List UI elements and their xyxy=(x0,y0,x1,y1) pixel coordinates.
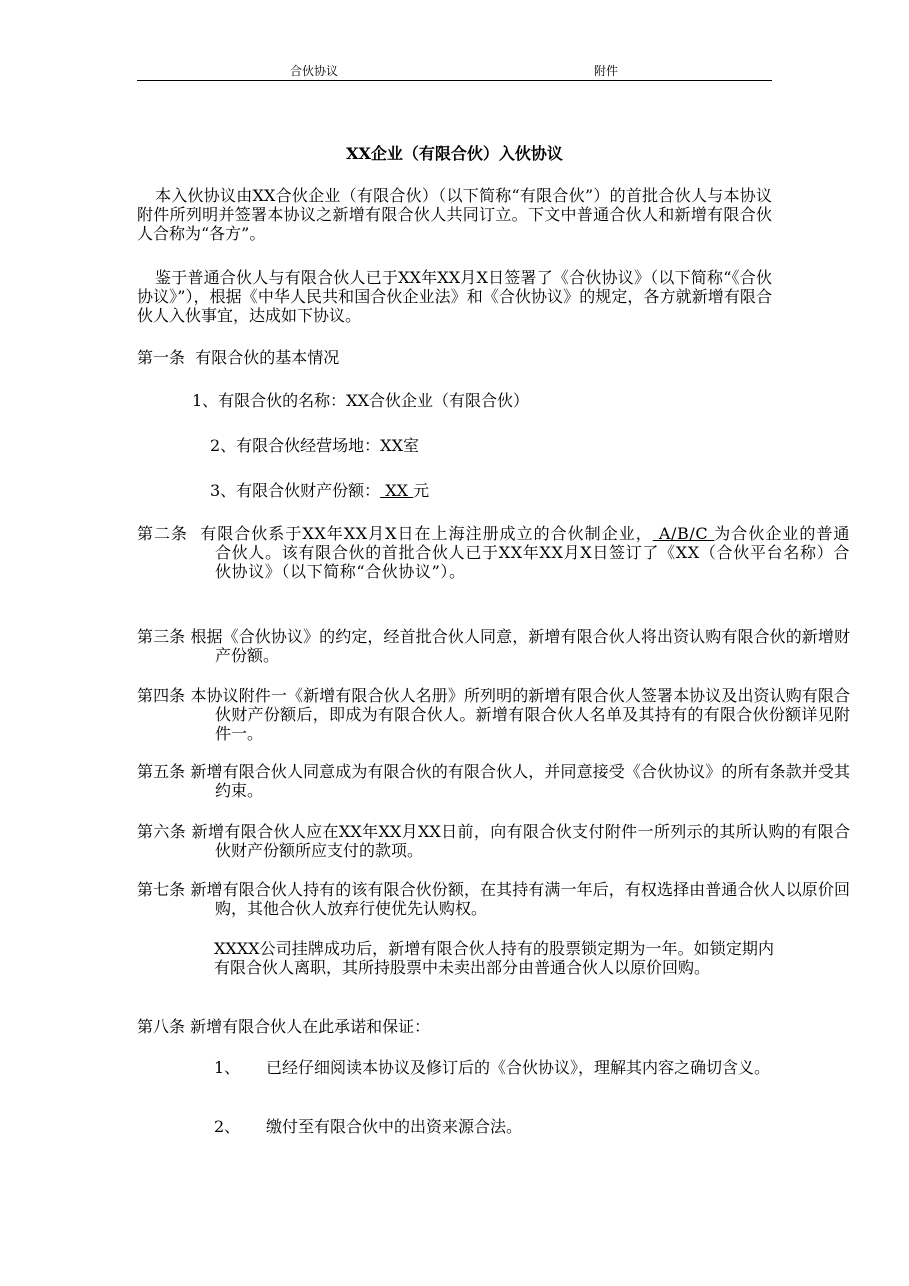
article-7-text: 新增有限合伙人持有的该有限合伙份额，在其持有满一年后，有权选择由普通合伙人以原价回购，其他合伙人放弃行使优先认购权。 xyxy=(190,880,850,918)
article-2-label: 第二条 xyxy=(137,524,189,543)
article-6-text: 新增有限合伙人应在XX年XX月XX日前，向有限合伙支付附件一所列示的其所认购的有限合伙财产份额所应支付的款项。 xyxy=(191,822,850,860)
article-8-pledge-2-number: 2、 xyxy=(214,1117,241,1136)
article-3 xyxy=(137,627,850,665)
header-rule xyxy=(137,80,772,81)
article-5 xyxy=(137,762,850,800)
article-6 xyxy=(137,822,850,860)
article-8-text: 新增有限合伙人在此承诺和保证： xyxy=(190,1017,431,1036)
article-7 xyxy=(137,880,850,918)
article-4-text: 本协议附件一《新增有限合伙人名册》所列明的新增有限合伙人签署本协议及出资认购有限合伙财产份额后，即成为有限合伙人。新增有限合伙人名单及其持有的有限合伙份额详见附件一。 xyxy=(190,686,850,743)
article-5-label: 第五条 xyxy=(137,762,186,781)
article-1-text: 有限合伙的基本情况 xyxy=(195,348,340,367)
header-left-text: 合伙协议 xyxy=(290,64,339,78)
intro-paragraph-1: 本入伙协议由XX合伙企业（有限合伙）（以下简称“有限合伙”）的首批合伙人与本协议附件所列明并签署本协议之新增有限合伙人共同订立。下文中普通合伙人和新增有限合伙人合称为“各方”。 xyxy=(137,186,772,243)
article-7-sub-paragraph: XXXX公司挂牌成功后，新增有限合伙人持有的股票锁定期为一年。如锁定期内有限合伙人离职，其所持股票中未卖出部分由普通合伙人以原价回购。 xyxy=(214,939,774,977)
document-title: XX企业（有限合伙）入伙协议 xyxy=(346,144,563,163)
article-1-item-1: 1、有限合伙的名称：XX合伙企业（有限合伙） xyxy=(192,391,529,410)
article-8-pledge-1-number: 1、 xyxy=(214,1058,241,1077)
article-1-item-2: 2、有限合伙经营场地：XX室 xyxy=(210,436,419,455)
article-5-text: 新增有限合伙人同意成为有限合伙的有限合伙人，并同意接受《合伙协议》的所有条款并受其约束。 xyxy=(190,762,850,800)
intro-paragraph-2: 鉴于普通合伙人与有限合伙人已于XX年XX月X日签署了《合伙协议》（以下简称“《合伙协议》”），根据《中华人民共和国合伙企业法》和《合伙协议》的规定，各方就新增有限合伙人入伙事宜，达成如下协议。 xyxy=(137,268,772,325)
article-1-label: 第一条 xyxy=(137,348,186,367)
article-8-pledge-2-text: 缴付至有限合伙中的出资来源合法。 xyxy=(266,1117,523,1136)
article-3-label: 第三条 xyxy=(137,627,186,646)
article-4 xyxy=(137,686,850,743)
article-2 xyxy=(137,524,850,581)
article-8 xyxy=(137,1017,772,1036)
article-6-label: 第六条 xyxy=(137,822,187,841)
article-7-label: 第七条 xyxy=(137,880,186,899)
article-2-partner: A/B/C xyxy=(652,524,715,543)
article-1-item-3-unit: 元 xyxy=(413,481,430,500)
article-1-item-3-prefix: 3、有限合伙财产份额： xyxy=(210,481,381,500)
article-8-label: 第八条 xyxy=(137,1017,186,1036)
header-right-text: 附件 xyxy=(594,64,619,78)
article-1-item-3 xyxy=(210,481,429,500)
article-1 xyxy=(137,348,772,367)
article-2-text-b: 为合伙企业的普通合伙人。该有限合伙的首批合伙人已于XX年XX月X日签订了《XX（合伙平台名称）合伙协议》（以下简称“合伙协议”）。 xyxy=(215,524,850,581)
article-1-item-3-value: XX xyxy=(380,481,414,500)
article-2-text-a: 有限合伙系于XX年XX月X日在上海注册成立的合伙制企业， xyxy=(200,524,653,543)
article-8-pledge-1-text: 已经仔细阅读本协议及修订后的《合伙协议》，理解其内容之确切含义。 xyxy=(266,1058,771,1077)
article-3-text: 根据《合伙协议》的约定，经首批合伙人同意，新增有限合伙人将出资认购有限合伙的新增财产份额。 xyxy=(190,627,850,665)
article-4-label: 第四条 xyxy=(137,686,186,705)
